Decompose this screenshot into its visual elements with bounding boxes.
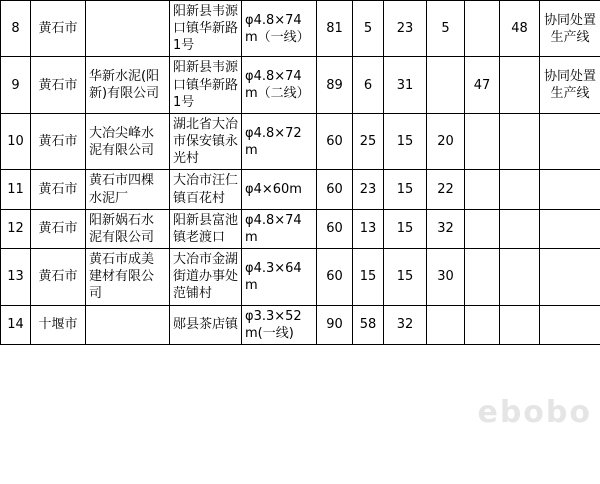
- cell-spec: φ4.8×72m: [242, 113, 317, 169]
- cell-number-2: 23: [353, 170, 384, 209]
- table-row: [1, 209, 600, 248]
- cell-number-4: 5: [427, 1, 465, 57]
- cell-number-5: [465, 170, 500, 209]
- cell-note: [540, 113, 600, 169]
- cell-company: 华新水泥(阳新)有限公司: [86, 57, 170, 113]
- cell-spec: φ4×60m: [242, 170, 317, 209]
- cell-company: 黄石市四棵水泥厂: [86, 170, 170, 209]
- cell-number-3: 15: [384, 249, 427, 305]
- cell-number-2: 58: [353, 305, 384, 344]
- cell-spec: φ4.3×64m: [242, 249, 317, 305]
- cell-number-6: [500, 113, 540, 169]
- cell-address: 阳新县韦源口镇华新路1号: [170, 1, 242, 57]
- cell-note: 协同处置生产线: [540, 1, 600, 57]
- cell-number-4: 30: [427, 249, 465, 305]
- cell-number-4: 22: [427, 170, 465, 209]
- cell-spec: φ4.8×74m: [242, 209, 317, 248]
- cell-city: 十堰市: [31, 305, 86, 344]
- cell-number-4: 20: [427, 113, 465, 169]
- cell-number-6: [500, 249, 540, 305]
- cell-index: 8: [1, 1, 31, 57]
- table-row: [1, 305, 600, 344]
- watermark: ebobo: [477, 395, 592, 430]
- cell-number-4: [427, 57, 465, 113]
- cell-note: 协同处置生产线: [540, 57, 600, 113]
- cell-address: 阳新县韦源口镇华新路1号: [170, 57, 242, 113]
- cell-number-4: [427, 305, 465, 344]
- cell-number-1: 89: [317, 57, 353, 113]
- cell-note: [540, 305, 600, 344]
- cell-number-2: 13: [353, 209, 384, 248]
- cell-number-5: [465, 113, 500, 169]
- cell-spec: φ4.8×74m（一线）: [242, 1, 317, 57]
- cell-number-4: 32: [427, 209, 465, 248]
- cell-address: 大冶市金湖街道办事处范铺村: [170, 249, 242, 305]
- cell-note: [540, 209, 600, 248]
- cell-index: 12: [1, 209, 31, 248]
- cell-number-2: 5: [353, 1, 384, 57]
- cell-number-1: 90: [317, 305, 353, 344]
- cell-number-3: 31: [384, 57, 427, 113]
- cell-number-1: 60: [317, 209, 353, 248]
- cell-company: 大冶尖峰水泥有限公司: [86, 113, 170, 169]
- cell-number-5: [465, 305, 500, 344]
- cell-address: 阳新县富池镇老渡口: [170, 209, 242, 248]
- table-row: [1, 113, 600, 169]
- cell-number-3: 15: [384, 113, 427, 169]
- cell-number-1: 60: [317, 113, 353, 169]
- cell-number-3: 23: [384, 1, 427, 57]
- cell-company: [86, 1, 170, 57]
- table-row: [1, 170, 600, 209]
- cell-index: 14: [1, 305, 31, 344]
- cell-address: 大冶市汪仁镇百花村: [170, 170, 242, 209]
- cell-number-1: 60: [317, 249, 353, 305]
- cell-spec: φ3.3×52m(一线): [242, 305, 317, 344]
- cell-address: 郧县茶店镇: [170, 305, 242, 344]
- cell-company: 黄石市成美建材有限公司: [86, 249, 170, 305]
- cell-number-6: [500, 57, 540, 113]
- cell-city: 黄石市: [31, 57, 86, 113]
- table-row: [1, 57, 600, 113]
- cell-number-3: 32: [384, 305, 427, 344]
- cell-number-1: 60: [317, 170, 353, 209]
- cell-number-5: [465, 1, 500, 57]
- cell-address: 湖北省大冶市保安镇永光村: [170, 113, 242, 169]
- cell-index: 9: [1, 57, 31, 113]
- cell-number-5: 47: [465, 57, 500, 113]
- cell-number-6: [500, 209, 540, 248]
- cell-number-5: [465, 249, 500, 305]
- table-row: [1, 1, 600, 57]
- cell-city: 黄石市: [31, 249, 86, 305]
- table-row: [1, 249, 600, 305]
- cell-company: 阳新娲石水泥有限公司: [86, 209, 170, 248]
- cell-number-6: 48: [500, 1, 540, 57]
- cell-city: 黄石市: [31, 170, 86, 209]
- cell-number-3: 15: [384, 170, 427, 209]
- cell-number-6: [500, 305, 540, 344]
- cell-note: [540, 249, 600, 305]
- cell-number-2: 15: [353, 249, 384, 305]
- cell-number-2: 25: [353, 113, 384, 169]
- cell-company: [86, 305, 170, 344]
- cell-spec: φ4.8×74m（二线）: [242, 57, 317, 113]
- cell-number-3: 15: [384, 209, 427, 248]
- cell-number-6: [500, 170, 540, 209]
- cell-number-2: 6: [353, 57, 384, 113]
- cell-city: 黄石市: [31, 1, 86, 57]
- cell-city: 黄石市: [31, 209, 86, 248]
- cell-index: 13: [1, 249, 31, 305]
- cell-index: 10: [1, 113, 31, 169]
- cell-number-1: 81: [317, 1, 353, 57]
- cell-number-5: [465, 209, 500, 248]
- cell-note: [540, 170, 600, 209]
- cell-index: 11: [1, 170, 31, 209]
- cell-city: 黄石市: [31, 113, 86, 169]
